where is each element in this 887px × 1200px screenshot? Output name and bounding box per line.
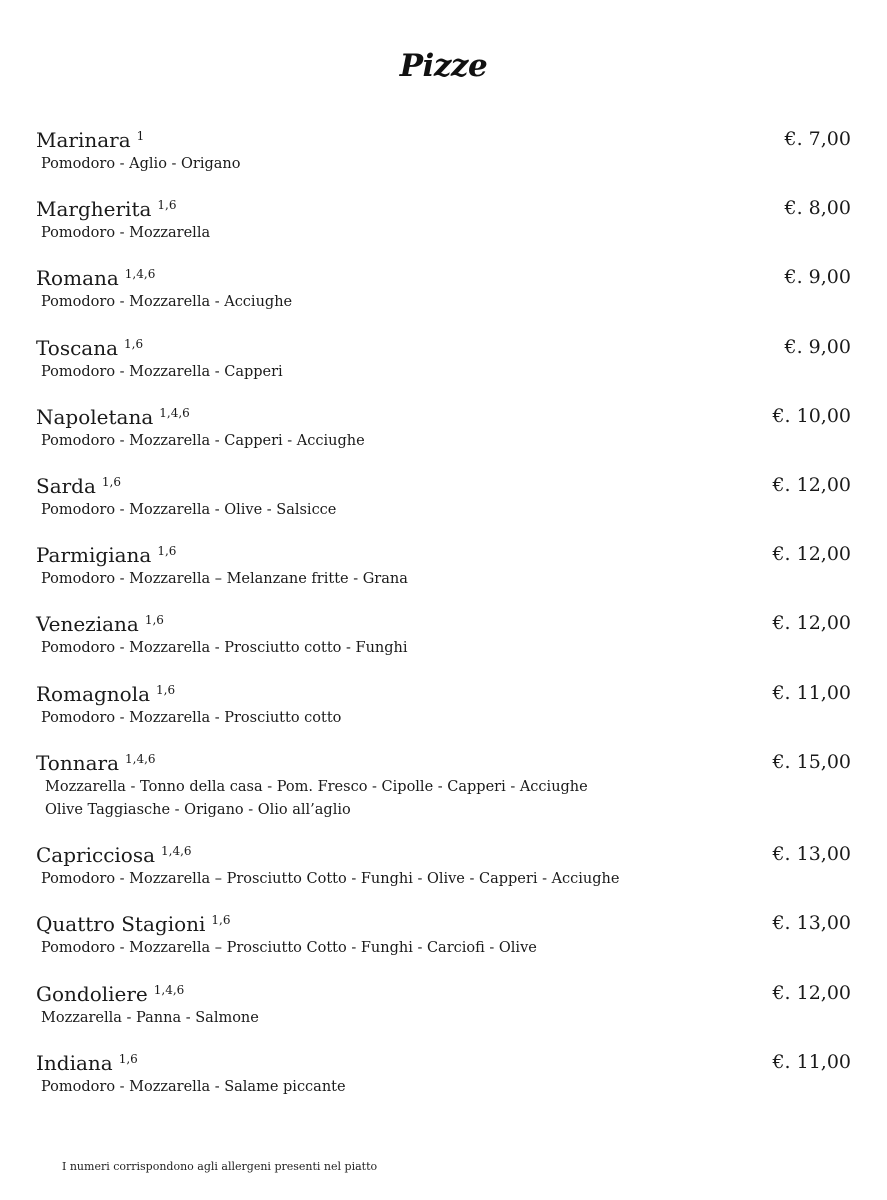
item-allergens: 1,4,6 [159, 406, 190, 420]
page-title: Pizze [399, 48, 488, 84]
item-price: €. 8,00 [784, 197, 851, 219]
item-description: Mozzarella - Panna - Salmone [41, 1010, 259, 1026]
menu-item-margherita [36, 196, 851, 245]
item-name: Romagnola [36, 682, 151, 706]
item-name: Toscana [36, 336, 119, 360]
menu-item-sarda [36, 473, 851, 522]
item-name: Parmigiana [36, 543, 152, 567]
menu-item-capricciosa [36, 842, 851, 891]
item-name: Capricciosa [36, 843, 156, 867]
item-description: Pomodoro - Mozzarella – Prosciutto Cotto - Funghi - Carciofi - Olive [41, 940, 537, 956]
menu-item-quattro-stagioni [36, 911, 851, 960]
item-allergens: 1,6 [157, 198, 177, 212]
item-name: Tonnara [36, 751, 119, 775]
item-price: €. 9,00 [784, 266, 851, 288]
item-name: Margherita [36, 197, 152, 221]
item-price: €. 7,00 [784, 128, 851, 150]
menu-item-marinara [36, 127, 851, 176]
item-description: Pomodoro - Mozzarella - Capperi [41, 364, 283, 380]
menu-item-veneziana [36, 611, 851, 660]
item-allergens: 1 [136, 129, 145, 143]
item-description: Pomodoro - Mozzarella - Capperi - Acciughe [41, 433, 365, 449]
item-price: €. 13,00 [772, 912, 851, 934]
menu-item-gondoliere [36, 981, 851, 1030]
item-allergens: 1,6 [144, 613, 164, 627]
item-name: Indiana [36, 1051, 113, 1075]
menu-item-parmigiana [36, 542, 851, 591]
item-allergens: 1,4,6 [125, 752, 156, 766]
item-allergens: 1,6 [101, 475, 122, 489]
menu-item-napoletana [36, 404, 851, 453]
item-allergens: 1,4,6 [124, 267, 156, 281]
item-description: Pomodoro - Mozzarella – Melanzane fritte - Grana [41, 571, 408, 587]
menu-item-romana [36, 265, 851, 314]
item-description: Mozzarella - Tonno della casa - Pom. Fresco - Cipolle - Capperi - Acciughe [45, 779, 588, 795]
item-price: €. 10,00 [772, 405, 851, 427]
menu-item-indiana [36, 1050, 851, 1099]
item-price: €. 12,00 [772, 612, 851, 634]
item-description: Pomodoro - Mozzarella – Prosciutto Cotto - Funghi - Olive - Capperi - Acciughe [41, 871, 620, 887]
item-allergens: 1,4,6 [161, 844, 192, 858]
item-description-line2: Olive Taggiasche - Origano - Olio all’aglio [45, 802, 351, 818]
item-name: Quattro Stagioni [36, 912, 206, 936]
menu-item-romagnola [36, 681, 851, 730]
item-name: Napoletana [36, 405, 154, 429]
item-allergens: 1,6 [156, 683, 176, 697]
allergen-footnote: I numeri corrispondono agli allergeni presenti nel piatto [62, 1160, 378, 1173]
item-allergens: 1,6 [124, 337, 144, 351]
item-description: Pomodoro - Mozzarella - Prosciutto cotto [41, 710, 342, 726]
item-name: Sarda [36, 474, 96, 498]
item-price: €. 9,00 [784, 336, 851, 358]
item-price: €. 12,00 [772, 543, 851, 565]
item-description: Pomodoro - Mozzarella - Acciughe [41, 294, 293, 310]
item-description: Pomodoro - Mozzarella - Salame piccante [41, 1079, 346, 1095]
item-description: Pomodoro - Mozzarella - Olive - Salsicce [41, 502, 337, 518]
item-name: Marinara [36, 128, 131, 152]
item-price: €. 11,00 [772, 1051, 851, 1073]
item-allergens: 1,6 [118, 1052, 138, 1066]
item-price: €. 15,00 [772, 751, 851, 773]
menu-item-tonnara [36, 750, 851, 822]
menu-item-toscana [36, 335, 851, 384]
item-price: €. 13,00 [772, 843, 851, 865]
item-allergens: 1,4,6 [153, 983, 185, 997]
item-price: €. 12,00 [772, 474, 851, 496]
item-name: Gondoliere [36, 982, 148, 1006]
item-name: Romana [36, 266, 119, 290]
item-description: Pomodoro - Mozzarella - Prosciutto cotto - Funghi [41, 640, 408, 656]
item-name: Veneziana [36, 612, 139, 636]
item-description: Pomodoro - Aglio - Origano [41, 156, 241, 172]
item-allergens: 1,6 [211, 913, 231, 927]
item-allergens: 1,6 [157, 544, 177, 558]
item-price: €. 12,00 [772, 982, 851, 1004]
item-description: Pomodoro - Mozzarella [41, 225, 211, 241]
item-price: €. 11,00 [772, 682, 851, 704]
